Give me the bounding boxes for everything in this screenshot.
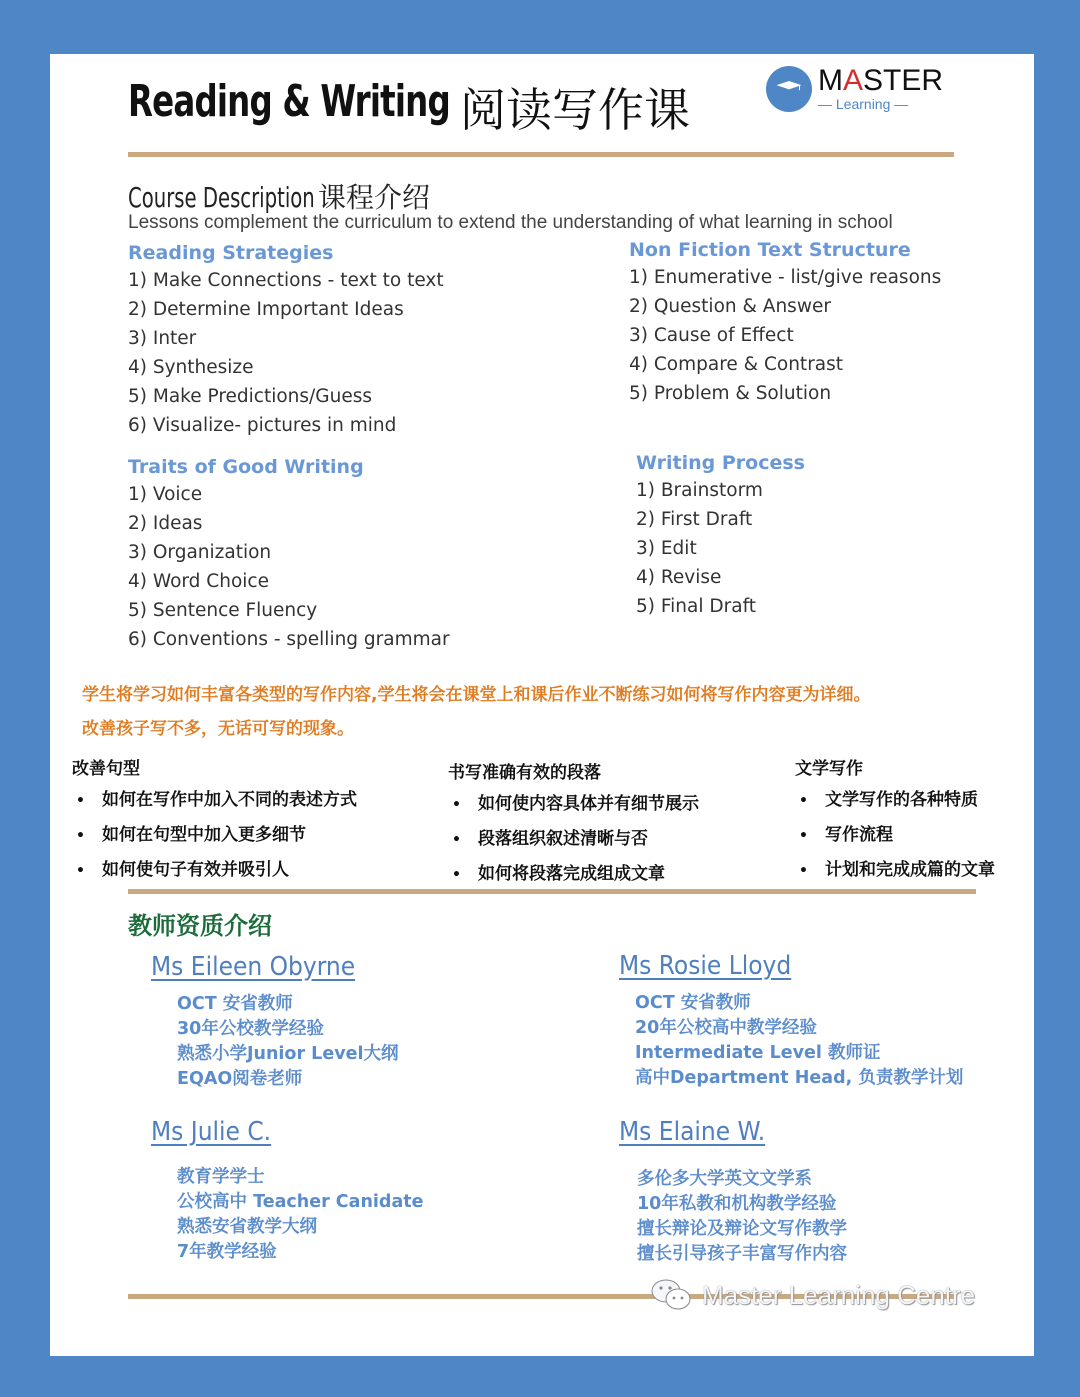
course-description-subtitle: Lessons complement the curriculum to extend the understanding of what learning in school [128,212,893,233]
section-heading: Writing Process [636,452,805,474]
flyer-page [50,54,1034,1356]
bullet-icon: • [76,793,85,809]
list-item: 2) Ideas [128,513,203,534]
list-item: 4) Synthesize [128,357,254,378]
list-item: 4) Revise [636,567,722,588]
bullet-text: 如何使句子有效并吸引人 [102,860,289,880]
teacher-credential: 擅长引导孩子丰富写作内容 [637,1244,847,1264]
list-item: 1) Voice [128,484,203,505]
teacher-credential: 7年教学经验 [177,1242,277,1262]
section-heading: Reading Strategies [128,242,334,264]
teacher-card-eileen [151,952,398,1092]
bullet-icon: • [452,832,461,848]
logo-letter-a: A [843,64,864,97]
bullet-item [452,857,699,892]
zh-column-sentences [72,754,357,888]
logo-tagline: — Learning — [818,96,909,112]
teacher-credential: 熟悉安省教学大纲 [177,1217,317,1237]
bullet-text: 如何将段落完成组成文章 [478,864,665,884]
title-english: Reading & Writing [128,76,450,127]
list-item: 3) Edit [636,538,697,559]
teachers-heading: 教师资质介绍 [128,912,272,940]
bullet-text: 写作流程 [825,825,893,845]
teacher-card-rosie [619,951,963,1091]
bullet-text: 计划和完成成篇的文章 [825,860,995,880]
zh-column-literary [795,754,995,888]
list-item: 5) Final Draft [636,596,757,617]
teacher-credential: Intermediate Level 教师证 [635,1043,881,1063]
teacher-card-elaine [619,1117,847,1267]
list-item: 6) Conventions - spelling grammar [128,629,450,650]
cap-shape-icon [774,81,804,91]
teacher-credential: OCT 安省教师 [177,994,293,1014]
bullet-icon: • [452,797,461,813]
list-item: 1) Enumerative - list/give reasons [629,267,942,288]
list-item: 4) Compare & Contrast [629,354,844,375]
logo-wordmark [818,64,943,98]
logo-letter-m: M [818,64,843,97]
teacher-name: Ms Julie C. [151,1117,272,1147]
teacher-credential: EQAO阅卷老师 [177,1069,303,1089]
bullet-text: 如何使内容具体并有细节展示 [478,794,699,814]
teacher-credential: 10年私教和机构教学经验 [637,1194,837,1214]
bullet-item [452,822,699,857]
list-item: 1) Brainstorm [636,480,763,501]
teacher-credential: 熟悉小学Junior Level大纲 [177,1044,399,1064]
intro-paragraph-zh [82,678,870,746]
non-fiction-section [629,239,941,408]
bullet-item [799,853,995,888]
wechat-watermark [648,1277,975,1313]
list-item: 2) Determine Important Ideas [128,299,404,320]
watermark-text: Master Learning Centre [702,1279,976,1310]
bullet-text: 如何在句型中加入更多细节 [102,825,306,845]
teacher-credential: OCT 安省教师 [635,993,751,1013]
bullet-text: 如何在写作中加入不同的表述方式 [102,790,357,810]
list-item: 5) Make Predictions/Guess [128,386,372,407]
logo-letters-ster: STER [863,64,944,97]
list-item: 6) Visualize- pictures in mind [128,415,397,436]
divider-top [128,152,954,157]
teacher-credential: 公校高中 Teacher Canidate [177,1192,424,1212]
list-item: 3) Organization [128,542,272,563]
list-item: 5) Problem & Solution [629,383,832,404]
bullet-icon: • [76,828,85,844]
list-item: 1) Make Connections - text to text [128,270,444,291]
bullet-icon: • [799,863,808,879]
teacher-name: Ms Rosie Lloyd [619,951,792,981]
teacher-credential: 擅长辩论及辩论文写作教学 [637,1219,847,1239]
bullet-icon: • [76,863,85,879]
bullet-icon: • [799,828,808,844]
list-item: 5) Sentence Fluency [128,600,318,621]
bullet-item [452,787,699,822]
teacher-credential: 30年公校教学经验 [177,1019,324,1039]
section-heading: Traits of Good Writing [128,456,364,478]
bullet-item [799,783,995,818]
traits-section [128,456,450,654]
wechat-icon [648,1277,696,1313]
teacher-credential: 高中Department Head, 负责教学计划 [635,1068,964,1088]
course-description-title [128,176,430,216]
column-heading: 文学写作 [795,759,863,779]
bullet-text: 文学写作的各种特质 [825,790,978,810]
intro-line-1: 学生将学习如何丰富各类型的写作内容,学生将会在课堂上和课后作业不断练习如何将写作内容更为详细。 [82,685,871,705]
bullet-item [799,818,995,853]
bullet-item [76,853,357,888]
zh-column-paragraphs [448,758,699,892]
graduation-cap-icon [766,66,812,112]
divider-middle [128,889,976,894]
bullet-icon: • [452,867,461,883]
bullet-icon: • [799,793,808,809]
writing-process-section [636,452,805,621]
teacher-card-julie [151,1117,424,1265]
section-heading: Non Fiction Text Structure [629,239,911,261]
intro-line-2: 改善孩子写不多，无话可写的现象。 [82,719,354,739]
teacher-name: Ms Elaine W. [619,1117,766,1147]
list-item: 3) Inter [128,328,197,349]
teacher-credential: 多伦多大学英文文学系 [637,1169,812,1189]
course-description-title-zh: 课程介绍 [318,181,431,214]
column-heading: 书写准确有效的段落 [448,763,601,783]
list-item: 2) Question & Answer [629,296,831,317]
list-item: 4) Word Choice [128,571,269,592]
bullet-item [76,818,357,853]
teacher-name: Ms Eileen Obyrne [151,952,356,982]
bullet-text: 段落组织叙述清晰与否 [478,829,648,849]
course-description-title-en: Course Description [128,181,315,214]
reading-strategies-section [128,242,444,440]
teacher-credential: 20年公校高中教学经验 [635,1018,817,1038]
list-item: 2) First Draft [636,509,753,530]
teacher-credential: 教育学学士 [177,1167,265,1187]
list-item: 3) Cause of Effect [629,325,794,346]
bullet-item [76,783,357,818]
title-chinese: 阅读写作课 [460,83,690,137]
column-heading: 改善句型 [72,759,140,779]
master-learning-logo [766,64,944,114]
